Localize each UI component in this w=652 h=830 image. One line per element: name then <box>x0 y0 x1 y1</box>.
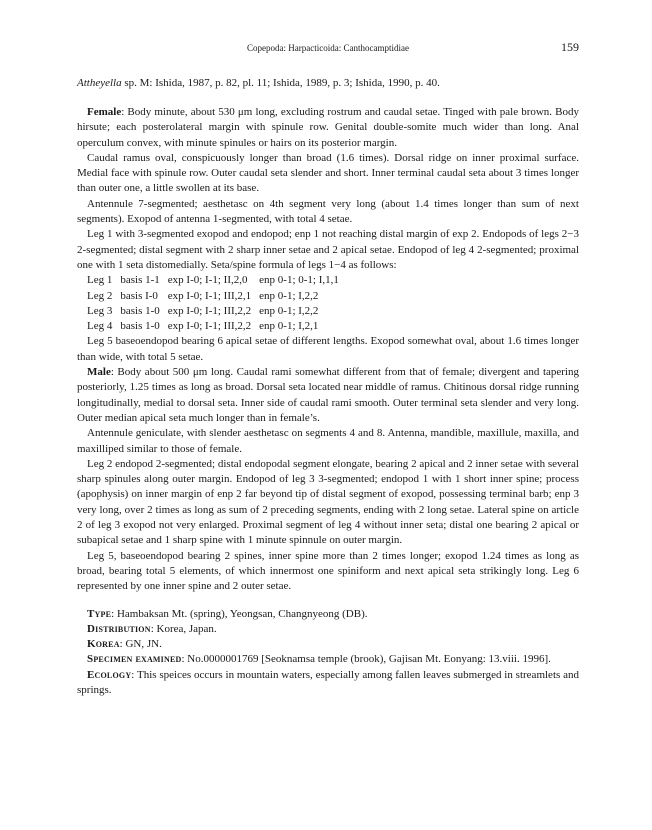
enp-cell: enp 0-1; I,2,2 <box>259 304 319 317</box>
synonymy-text: sp. M: Ishida, 1987, p. 82, pl. 11; Ishida, 1989, p. 3; Ishida, 1990, p. 40. <box>121 77 440 89</box>
caudal-ramus-paragraph: Caudal ramus oval, conspicuously longer than broad (1.6 times). Dorsal ridge on inner proximal surface. Medial face with spinule row. Outer caudal seta slender and short. Inner terminal caudal seta about 3 times longer than outer one, a little swollen at its base. <box>77 151 579 195</box>
distribution-record <box>77 622 579 637</box>
synonymy-taxon: Attheyella <box>77 77 122 89</box>
male-leg2-paragraph: Leg 2 endopod 2-segmented; distal endopodal segment elongate, bearing 2 apical and 2 inner setae with several sharp spinules along outer margin. Endopod of leg 3 3-segmented; endopod 1 with 1 short inner spine; process (apophysis) on inner margin of enp 2 far beyond tip of distal segment of exopod, possessing terminal barb; enp 3 very long, over 2 times as long as sum of 2 preceding segments, ending with 2 long setae. Lateral spine on article 2 of leg 3 exopod not very enlarged. Proximal segment of leg 4 without inner seta; distal one bearing 2 apical or subapical setae and 1 sharp spine with 1 minute spinnule on outer margin. <box>77 457 579 547</box>
korea-text: : GN, JN. <box>119 638 162 651</box>
female-paragraph <box>77 105 579 151</box>
leg-cell: Leg 2 <box>87 289 113 302</box>
table-row <box>87 289 347 304</box>
basis-cell: basis 1-0 <box>120 320 160 333</box>
male-leg5-paragraph: Leg 5, baseoendopod bearing 2 spines, inner spine more than 2 times longer; exopod 1.24 times as long as broad, bearing total 5 elements, of which innermost one spiniform and next apical seta strikingly long. Leg 6 represented by one inner spine and 2 outer setae. <box>77 549 579 593</box>
ecology-text: : This speices occurs in mountain waters, especially among fallen leaves submerged in streamlets and springs. <box>77 668 579 696</box>
specimen-label: Specimen examined <box>87 653 182 666</box>
female-text: : Body minute, about 530 μm long, excluding rostrum and caudal setae. Tinged with pale brown. Body hirsute; each posterolateral margin with spinule row. Genital double-somite much wider than long. Anal operculum convex, with minute spinules or hairs on its posterior margin. <box>77 106 579 149</box>
ecology-record <box>77 668 579 699</box>
male-text: : Body about 500 μm long. Caudal rami somewhat different from that of female; divergent and tapering posteriorly, 1.25 times as long as broad. Dorsal seta located near middle of ramus. Chitinous dorsal ridge running longitudinally, medial to dorsal seta. Inner side of caudal rami smooth. Outer terminal seta slender and very long. Outer median apical seta much longer than in female’s. <box>77 366 579 424</box>
exp-cell: exp I-0; I-1; III,2,2 <box>167 320 252 333</box>
table-row <box>87 273 347 288</box>
basis-cell: basis 1-1 <box>120 274 160 287</box>
male-antennule-paragraph: Antennule geniculate, with slender aesthetasc on segments 4 and 8. Antenna, mandible, maxillule, maxilla, and maxilliped similar to those of female. <box>77 427 579 455</box>
leg1-paragraph: Leg 1 with 3-segmented exopod and endopod; enp 1 not reaching distal margin of exp 2. Endopods of legs 2−3 2-segmented; distal segment with 2 sharp inner setae and 2 apical setae. Endopod of leg 4 2-segmented; proximal one with 1 seta distomedially. Seta/spine formula of legs 1−4 as follows: <box>77 228 579 271</box>
table-row <box>87 304 347 319</box>
description <box>77 105 579 595</box>
specimen-text: : No.0000001769 [Seoknamsa temple (brook), Gajisan Mt. Eonyang: 13.viii. 1996]. <box>181 653 551 666</box>
type-label: Type <box>87 607 112 620</box>
basis-cell: basis 1-0 <box>120 304 160 317</box>
running-title: Copepoda: Harpacticoida: Canthocamptidiae <box>247 43 409 53</box>
antennule-paragraph: Antennule 7-segmented; aesthetasc on 4th segment very long (about 1.4 times longer than sum of next segments). Exopod of antenna 1-segmented, with total 4 setae. <box>77 197 579 226</box>
specimen-record <box>77 652 579 667</box>
exp-cell: exp I-0; I-1; III,2,2 <box>167 304 252 317</box>
enp-cell: enp 0-1; 0-1; I,1,1 <box>259 274 339 287</box>
basis-cell: basis I-0 <box>120 289 158 302</box>
synonymy-line <box>77 76 579 91</box>
male-paragraph <box>77 365 579 426</box>
page <box>77 40 579 698</box>
leg-cell: Leg 3 <box>87 304 113 317</box>
table-row <box>87 319 347 334</box>
distribution-text: : Korea, Japan. <box>150 622 217 635</box>
ecology-label: Ecology <box>87 668 132 681</box>
type-record <box>77 607 579 622</box>
page-number: 159 <box>561 40 579 54</box>
exp-cell: exp I-0; I-1; II,2,0 <box>167 274 248 287</box>
leg5-female-paragraph: Leg 5 baseoendopod bearing 6 apical setae of different lengths. Exopod somewhat oval, about 1.6 times longer than wide, with total 5 setae. <box>77 335 579 363</box>
korea-record <box>77 637 579 652</box>
female-label: Female <box>87 106 122 118</box>
enp-cell: enp 0-1; I,2,1 <box>259 320 319 333</box>
leg-formula-table <box>87 273 347 334</box>
exp-cell: exp I-0; I-1; III,2,1 <box>167 289 252 302</box>
leg-cell: Leg 1 <box>87 274 113 287</box>
type-text: : Hambaksan Mt. (spring), Yeongsan, Changnyeong (DB). <box>111 607 368 620</box>
korea-label: Korea <box>87 638 120 651</box>
male-label: Male <box>87 366 111 379</box>
records <box>77 607 579 699</box>
leg-cell: Leg 4 <box>87 320 113 333</box>
distribution-label: Distribution <box>87 622 151 635</box>
running-head <box>77 40 579 58</box>
enp-cell: enp 0-1; I,2,2 <box>259 289 319 302</box>
